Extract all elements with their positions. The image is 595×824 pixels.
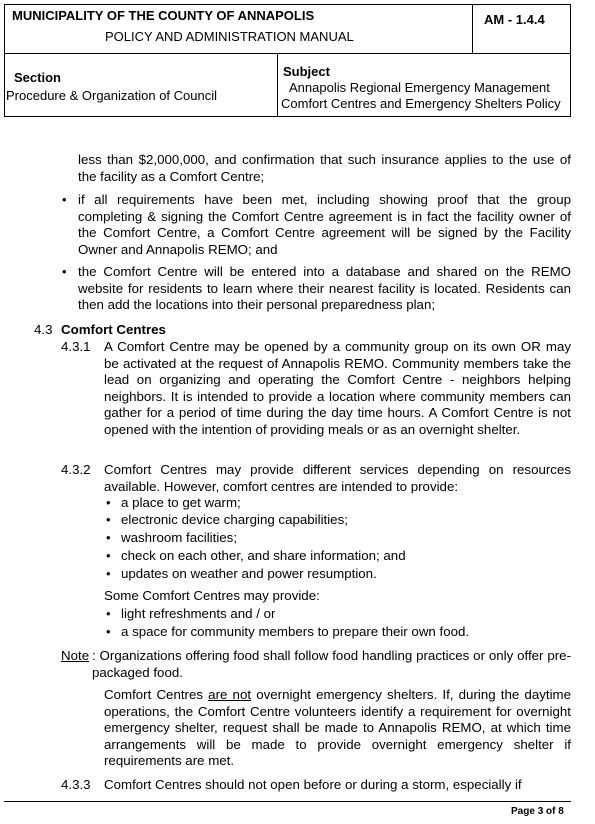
header-divider (472, 5, 473, 53)
section-label: Section (14, 70, 61, 85)
list-item: light refreshments and / or (121, 606, 276, 621)
header-divider (277, 53, 278, 117)
clause-text: A Comfort Centre may be opened by a community group on its own OR may be activated at the request of Annapolis REMO. Community members take the lead on organizing and operating the Comfort Centre - neighbors helping neighbors. It is intended to provide a location where community members can gather for a period of time during the day time hours. A Comfort Centre is not opened with the intention of providing meals or as an overnight shelter. (104, 339, 571, 437)
manual-title: POLICY AND ADMINISTRATION MANUAL (105, 29, 354, 44)
clause-number: 4.3.1 (61, 339, 91, 354)
bullet-icon: • (106, 624, 111, 639)
subject-label: Subject (283, 64, 330, 79)
list-item: washroom facilities; (121, 530, 238, 545)
list-item: the Comfort Centre will be entered into a database and shared on the REMO website for residents to learn where their nearest facility is located. Residents can then add the locations into their personal preparedness plan; (78, 264, 571, 313)
list-item: check on each other, and share information; and (121, 548, 406, 563)
bullet-icon: • (106, 530, 111, 545)
may-provide-text: Some Comfort Centres may provide: (104, 588, 320, 603)
bullet-icon: • (106, 495, 111, 510)
bullet-icon: • (106, 548, 111, 563)
list-item: electronic device charging capabilities; (121, 512, 348, 527)
note-label (61, 648, 89, 665)
list-item: a place to get warm; (121, 495, 241, 510)
subject-line-1: Annapolis Regional Emergency Management (289, 80, 550, 95)
page-prefix: Page (511, 806, 538, 817)
clause-text: Comfort Centres may provide different services depending on resources available. However, comfort centres are intended to provide: (104, 462, 571, 494)
clause-number: 4.3.3 (61, 777, 91, 792)
section-number: 4.3 (34, 322, 53, 337)
policy-code: AM - 1.4.4 (484, 12, 545, 27)
header-divider (5, 53, 570, 54)
clause-text: Comfort Centres should not open before or during a storm, especially if (104, 777, 522, 792)
overnight-post: overnight emergency shelters. If, during the daytime operations, the Comfort Centre volunteers identify a requirement for overnight emergency shelter, request shall be made to Annapolis REMO, at which time arrangements will be made to provide overnight emergency shelter if requirements are met. (104, 687, 571, 769)
page-total: 8 (558, 806, 564, 817)
page-of: of (543, 806, 559, 817)
note-text-body: : Organizations offering food shall follow food handling practices or only offer pre-packaged food. (92, 648, 571, 680)
org-title: MUNICIPALITY OF THE COUNTY OF ANNAPOLIS (12, 8, 315, 23)
page-current: 3 (537, 806, 544, 817)
bullet-icon: • (62, 264, 67, 279)
section-heading: Comfort Centres (61, 322, 166, 337)
page-number (511, 806, 564, 817)
bullet-icon: • (106, 606, 111, 621)
overnight-underline: are not (208, 687, 252, 702)
overnight-pre: Comfort Centres (104, 687, 209, 702)
clause-number: 4.3.2 (61, 462, 91, 477)
note-text (92, 648, 571, 681)
list-item: updates on weather and power resumption. (121, 566, 377, 581)
bullet-icon: • (106, 512, 111, 527)
overnight-paragraph (104, 687, 571, 770)
subject-line-2: Comfort Centres and Emergency Shelters Policy (281, 96, 561, 111)
bullet-icon: • (106, 566, 111, 581)
continued-paragraph: less than $2,000,000, and confirmation that such insurance applies to the use of the facility as a Comfort Centre; (78, 152, 571, 184)
list-item: a space for community members to prepare their own food. (121, 624, 470, 639)
section-value: Procedure & Organization of Council (6, 88, 218, 103)
list-item: if all requirements have been met, including showing proof that the group completing & signing the Comfort Centre agreement is in fact the facility owner of the Comfort Centre, a Comfort Centre agreement will be signed by the Facility Owner and Annapolis REMO; and (78, 192, 571, 257)
note-label-text: Note (61, 648, 90, 663)
footer-rule (4, 801, 571, 802)
bullet-icon: • (62, 192, 67, 207)
